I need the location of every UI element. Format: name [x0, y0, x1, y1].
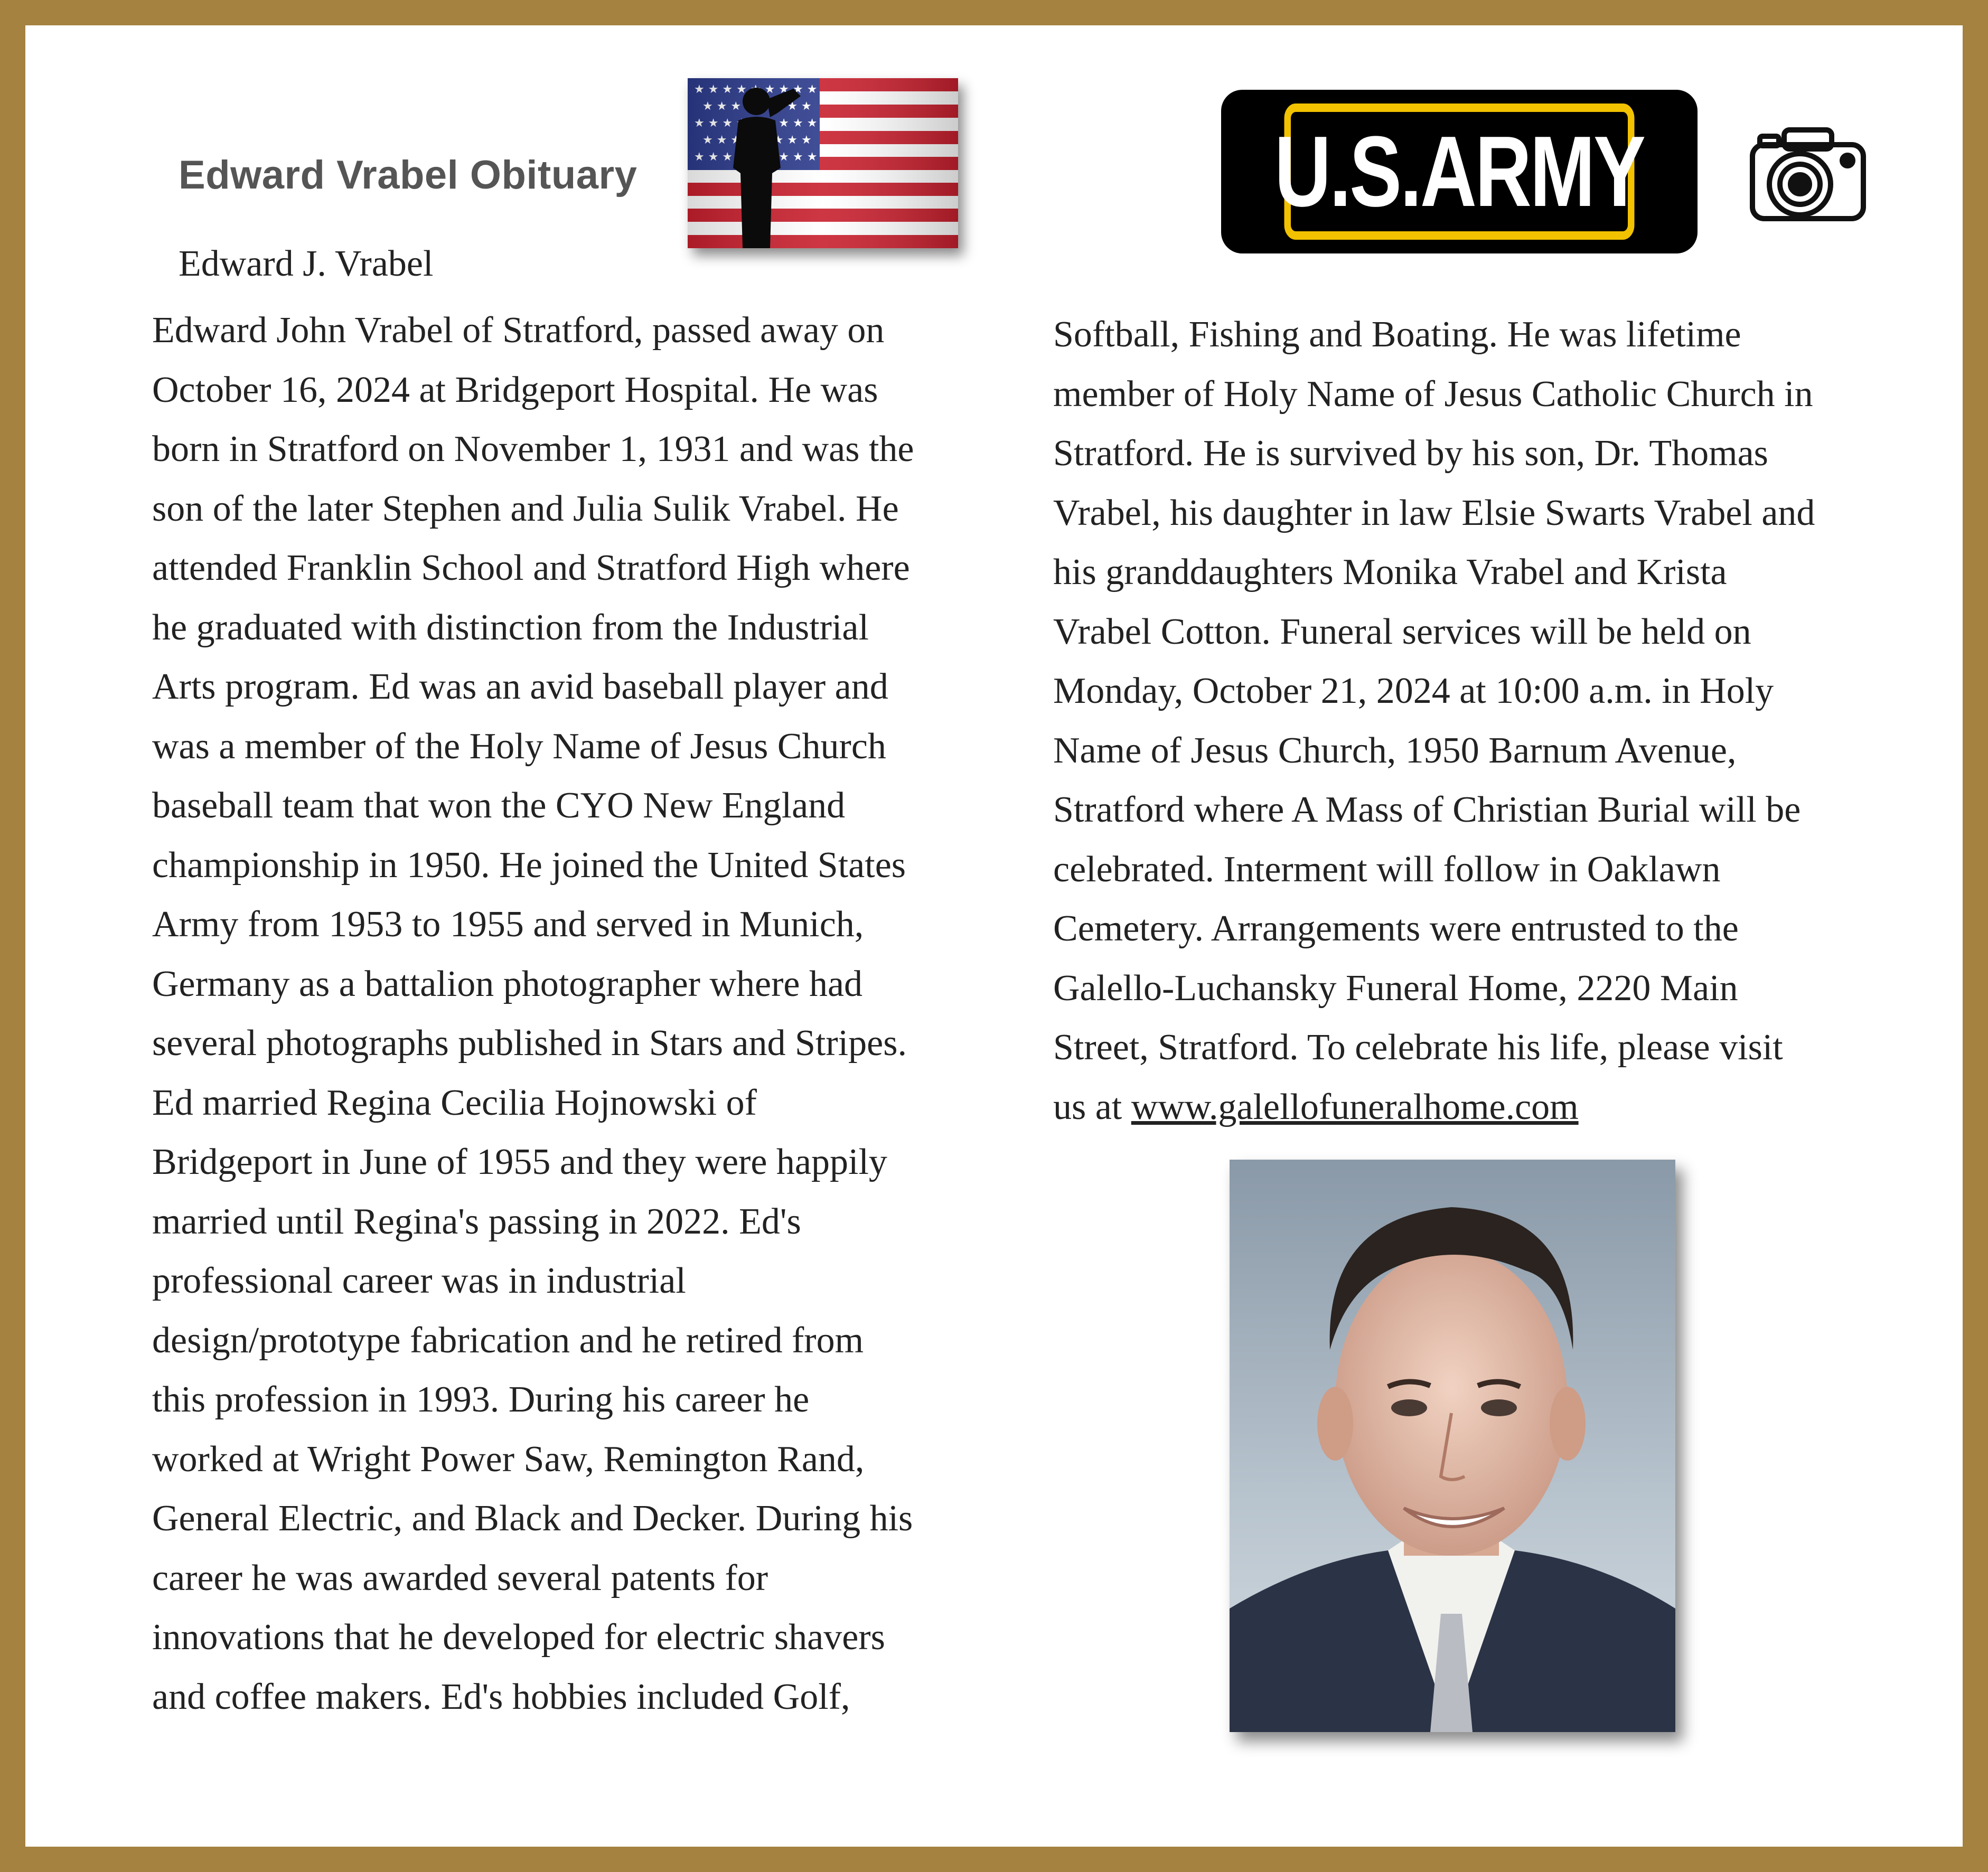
text-line: General Electric, and Black and Decker. During his [152, 1498, 913, 1539]
text-line: several photographs published in Stars and Stripes. [152, 1023, 907, 1064]
text-line: career he was awarded several patents for [152, 1557, 768, 1598]
portrait-photo [1230, 1160, 1675, 1732]
text-line: son of the later Stephen and Julia Sulik Vrabel. He [152, 488, 899, 529]
text-line [1053, 1078, 1888, 1137]
obituary-text-right-column [1053, 305, 1888, 1137]
text-line: Ed married Regina Cecilia Hojnowski of [152, 1082, 757, 1123]
text-line: this profession in 1993. During his career he [152, 1379, 810, 1420]
text-line: Army from 1953 to 1955 and served in Munich, [152, 904, 864, 945]
text-line: worked at Wright Power Saw, Remington Rand, [152, 1438, 865, 1480]
text-line: he graduated with distinction from the Industrial [152, 607, 869, 648]
us-army-logo [1221, 90, 1698, 253]
text-line: Bridgeport in June of 1955 and they were happily [152, 1142, 887, 1182]
camera-icon [1742, 118, 1874, 224]
text-line: Cemetery. Arrangements were entrusted to the [1053, 908, 1739, 949]
text-line: design/prototype fabrication and he retired from [152, 1320, 864, 1361]
text-line: baseball team that won the CYO New England [152, 785, 846, 826]
text-line: Germany as a battalion photographer where had [152, 963, 863, 1004]
text-line: Name of Jesus Church, 1950 Barnum Avenue, [1053, 730, 1737, 771]
text-line: and coffee makers. Ed's hobbies included Golf, [152, 1676, 850, 1717]
obituary-text-left-column [152, 301, 987, 1727]
text-line: was a member of the Holy Name of Jesus Church [152, 726, 886, 767]
text-line: championship in 1950. He joined the United States [152, 844, 906, 886]
flag-icon [688, 78, 958, 248]
text-line: Edward John Vrabel of Stratford, passed away on [152, 310, 885, 351]
text-line: October 16, 2024 at Bridgeport Hospital. He was [152, 369, 878, 410]
text-line: born in Stratford on November 1, 1931 and was the [152, 429, 914, 469]
text-line: professional career was in industrial [152, 1260, 686, 1301]
text-line: attended Franklin School and Stratford High where [152, 548, 910, 588]
us-army-logo-text: U.S.ARMY [1284, 104, 1635, 240]
funeral-home-link[interactable]: www.galellofuneralhome.com [1131, 1086, 1579, 1127]
text-line: Stratford where A Mass of Christian Burial will be [1053, 789, 1801, 830]
text-line: his granddaughters Monika Vrabel and Krista [1053, 552, 1727, 592]
deceased-name: Edward J. Vrabel [179, 243, 434, 284]
obituary-page [25, 25, 1963, 1847]
text-line: married until Regina's passing in 2022. Ed's [152, 1201, 801, 1242]
text-line: Vrabel Cotton. Funeral services will be held on [1053, 611, 1751, 652]
text-line: member of Holy Name of Jesus Catholic Church in [1053, 373, 1813, 415]
text-line: Softball, Fishing and Boating. He was lifetime [1053, 314, 1741, 355]
text-line: Arts program. Ed was an avid baseball player and [152, 666, 888, 707]
text-line: innovations that he developed for electric shavers [152, 1617, 885, 1658]
text-line: Monday, October 21, 2024 at 10:00 a.m. in Holy [1053, 671, 1774, 711]
link-prefix: us at [1053, 1086, 1131, 1127]
text-line: Street, Stratford. To celebrate his life, please visit [1053, 1027, 1783, 1068]
text-line: Stratford. He is survived by his son, Dr. Thomas [1053, 433, 1768, 474]
text-line: Galello-Luchansky Funeral Home, 2220 Main [1053, 967, 1738, 1009]
text-line: Vrabel, his daughter in law Elsie Swarts Vrabel and [1053, 492, 1815, 533]
text-line: celebrated. Interment will follow in Oaklawn [1053, 849, 1721, 890]
page-title: Edward Vrabel Obituary [179, 153, 637, 197]
